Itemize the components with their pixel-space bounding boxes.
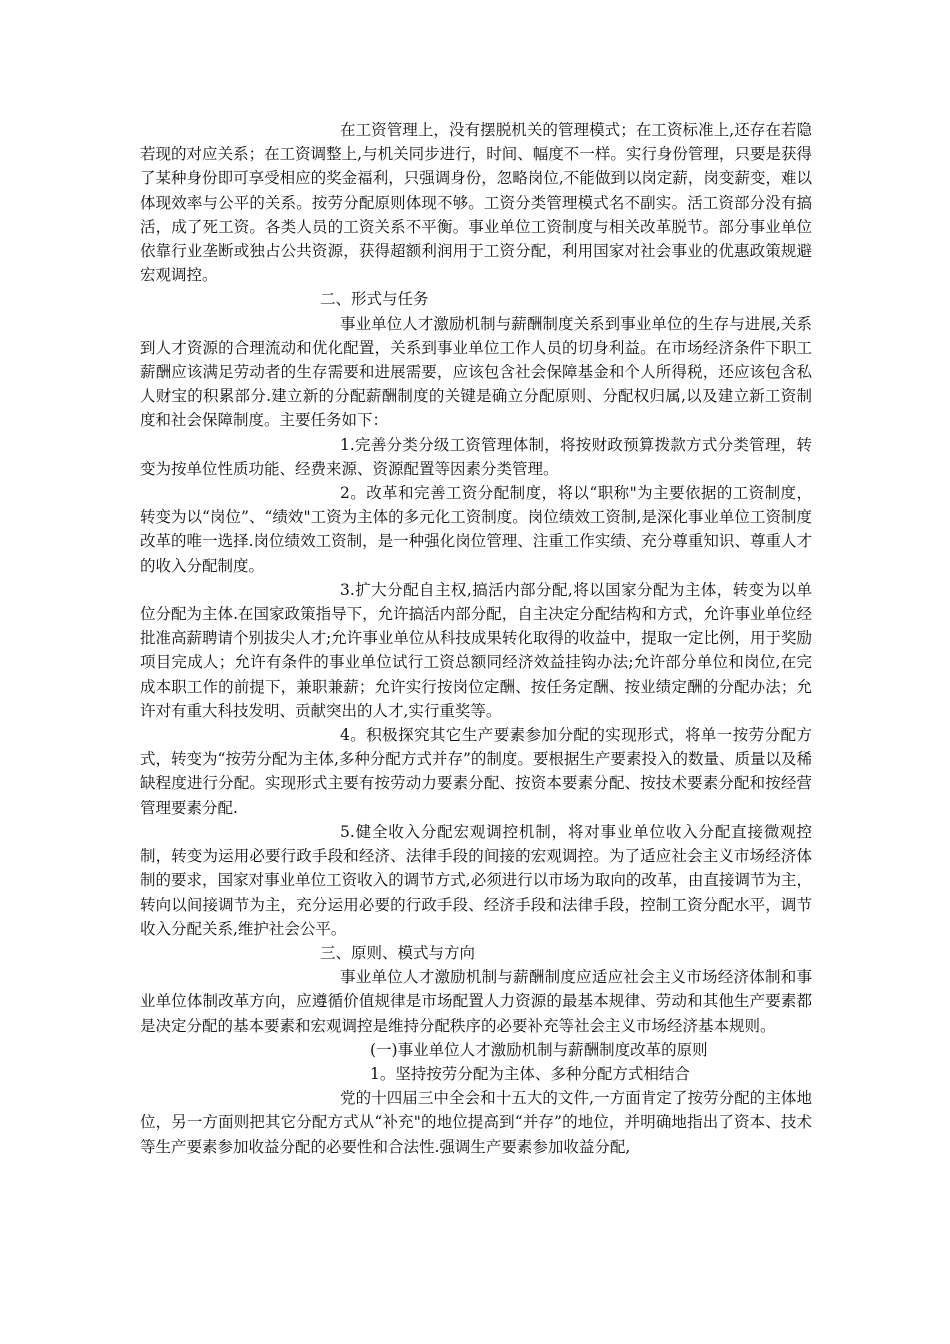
paragraph-task-1: 1.完善分类分级工资管理体制，将按财政预算拨款方式分类管理，转变为按单位性质功能、经费来源、资源配置等因素分类管理。 [140, 435, 812, 478]
paragraph-principles: 事业单位人才激励机制与薪酬制度应适应社会主义市场经济体制和事业单位体制改革方向，应遵循价值规律是市场配置人力资源的最基本规律、劳动和其他生产要素都是决定分配的基本要素和宏观调控是维持分配秩序的必要补充等社会主义市场经济基本规则。 [140, 968, 812, 1035]
section-heading-2: 二、形式与任务 [320, 290, 429, 309]
section-heading-3: 三、原则、模式与方向 [320, 943, 476, 962]
paragraph-form-task: 事业单位人才激励机制与薪酬制度关系到事业单位的生存与进展,关系到人才资源的合理流动和优化配置，关系到事业单位工作人员的切身利益。在市场经济条件下职工薪酬应该满足劳动者的生存需要和进展需要，应该包含社会保障基金和个人所得税，还应该包含私人财宝的积累部分.建立新的分配薪酬制度的关键是确立分配原则、分配权归属,以及建立新工资制度和社会保障制度。主要任务如下： [140, 314, 812, 430]
subsection-heading-1: (一)事业单位人才激励机制与薪酬制度改革的原则 [370, 1040, 708, 1059]
subsection-heading-1-1: 1。坚持按劳分配为主体、多种分配方式相结合 [370, 1064, 690, 1083]
paragraph-task-3: 3.扩大分配自主权,搞活内部分配,将以国家分配为主体，转变为以单位分配为主体.在国家政策指导下，允许搞活内部分配，自主决定分配结构和方式，允许事业单位经批准高薪聘请个别拔尖人才;允许事业单位从科技成果转化取得的收益中，提取一定比例，用于奖励项目完成人；允许有条件的事业单位试行工资总额同经济效益挂钩办法;允许部分单位和岗位,在完成本职工作的前提下，兼职兼薪；允许实行按岗位定酬、按任务定酬、按业绩定酬的分配办法；允许对有重大科技发明、贡献突出的人才,实行重奖等。 [140, 580, 812, 720]
paragraph-wage-management: 在工资管理上，没有摆脱机关的管理模式；在工资标准上,还存在若隐若现的对应关系；在工资调整上,与机关同步进行，时间、幅度不一样。实行身份管理，只要是获得了某种身份即可享受相应的奖金福利，只强调身份，忽略岗位,不能做到以岗定薪，岗变薪变，难以体现效率与公平的关系。按劳分配原则体现不够。工资分类管理模式名不副实。活工资部分没有搞活，成了死工资。各类人员的工资关系不平衡。事业单位工资制度与相关改革脱节。部分事业单位依靠行业垄断或独占公共资源，获得超额利润用于工资分配，利用国家对社会事业的优惠政策规避宏观调控。 [140, 121, 812, 285]
paragraph-task-5: 5.健全收入分配宏观调控机制，将对事业单位收入分配直接微观控制，转变为运用必要行政手段和经济、法律手段的间接的宏观调控。为了适应社会主义市场经济体制的要求，国家对事业单位工资收入的调节方式,必须进行以市场为取向的改革，由直接调节为主，转向以间接调节为主，充分运用必要的行政手段、经济手段和法律手段，控制工资分配水平，调节收入分配关系,维护社会公平。 [140, 822, 812, 938]
paragraph-task-4: 4。积极探究其它生产要素参加分配的实现形式，将单一按劳分配方式，转变为“按劳分配为主体,多种分配方式并存”的制度。要根据生产要素投入的数量、质量以及稀缺程度进行分配。实现形式主要有按劳动力要素分配、按资本要素分配、按技术要素分配和按经营管理要素分配. [140, 726, 812, 817]
paragraph-task-2: 2。改革和完善工资分配制度，将以“职称"为主要依据的工资制度，转变为以“岗位”、“绩效"工资为主体的多元化工资制度。岗位绩效工资制,是深化事业单位工资制度改革的唯一选择.岗位绩效工资制，是一种强化岗位管理、注重工作实绩、充分尊重知识、尊重人才的收入分配制度。 [140, 484, 812, 575]
paragraph-party-documents: 党的十四届三中全会和十五大的文件,一方面肯定了按劳分配的主体地位，另一方面则把其它分配方式从“补充"的地位提高到“并存”的地位，并明确地指出了资本、技术等生产要素参加收益分配的必要性和合法性.强调生产要素参加收益分配, [140, 1089, 812, 1156]
